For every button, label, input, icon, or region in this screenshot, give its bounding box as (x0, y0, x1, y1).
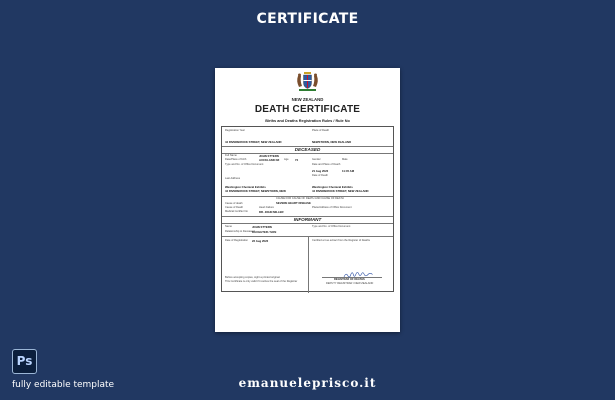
cause-sub-value: Heart Failure (259, 206, 274, 209)
certifier-label: Medical Certifier No (225, 210, 248, 213)
death-certificate (215, 68, 400, 332)
place-label: Place of Death (312, 129, 330, 132)
gender-label: Gender (312, 158, 321, 161)
residence-left-2: 44 RIVERBROOK STREET, NEWSTOWN, NEW (225, 189, 286, 193)
deceased-heading: DECEASED (294, 147, 321, 152)
certified-text: Certified a true extract from the Register of Deaths (312, 239, 370, 242)
last-address-label: Last Address (225, 177, 240, 180)
death-time-value: 11:45 AM (342, 169, 355, 173)
column-divider (308, 236, 309, 293)
cause-label: Cause of death (225, 202, 243, 205)
dob-value: AUCKLAND NZ (259, 158, 280, 162)
certificate-title: DEATH CERTIFICATE (254, 104, 361, 115)
informant-name-value: JOHN STTERN (252, 225, 272, 229)
age-label: Age (284, 158, 289, 161)
act-reference: Births and Deaths Registration Rules / Rule No (265, 119, 350, 123)
residence-right-2: 44 RIVERBROOK STREET, NEW ZEALAND (312, 189, 369, 193)
address-left: 44 RIVERBROOK STREET, NEW ZEALAND (225, 140, 282, 144)
death-time-label: Date of Death (312, 174, 329, 177)
cause-sub-label: Cause of Death (225, 206, 244, 209)
occupation-label: Type and No. of Office Document (225, 163, 264, 166)
registration-date-value: 22 Aug 2022 (252, 239, 269, 243)
note-line-2: This Certificate is only valid if it carries the seal of the Registrar (225, 280, 298, 283)
residence-left-1: Washington Chemical Exhibits (225, 185, 266, 189)
coat-of-arms-icon (294, 71, 321, 93)
cause-heading: CAUSE FOR CAUSE OF DEATH AND CAUSE OF DEATH (276, 197, 344, 200)
signature-icon (343, 271, 375, 279)
full-name-label: Full Name (225, 154, 237, 157)
registrar-title: REGISTRAR OF DEATHS (334, 278, 365, 281)
gender-value: Male (342, 158, 348, 161)
certifier-value: DR. JOHN MILLER (259, 210, 284, 214)
relationship-value: DAUGHTER / SON (252, 230, 277, 234)
country-name: NEW ZEALAND (291, 97, 324, 102)
cause-value: SEVERE HEART DISEASE (276, 201, 311, 205)
divider (222, 223, 393, 224)
divider (222, 153, 393, 154)
full-name-value: JOHN STTERN (259, 154, 279, 158)
note-line-1: Before accepting copies, sight a printed original. (225, 276, 281, 279)
website-link[interactable]: emanueleprisco.it (238, 376, 377, 390)
death-date-label: Date and Place of Death (312, 163, 341, 166)
photoshop-icon: Ps (12, 349, 37, 374)
registrar-sub: DEPUTY REGISTRAR / NEW ZEALAND (326, 282, 374, 285)
residence-right-1: Washington Chemical Exhibits (312, 185, 353, 189)
relationship-label: Relationship to Deceased (225, 230, 255, 233)
death-date-value: 21 Aug 2022 (312, 169, 329, 173)
informant-name-label: Name (225, 225, 232, 228)
registration-date-label: Date of Registration (225, 239, 248, 242)
cause-right-label: Place/Address of Office Document (312, 206, 352, 209)
informant-heading: INFORMANT (293, 217, 322, 222)
age-value: 74 (295, 158, 299, 162)
page-title: CERTIFICATE (256, 11, 359, 27)
certificate-form (221, 126, 394, 292)
dob-label: Date/Place of birth (225, 158, 247, 161)
registration-label: Registration Year (225, 129, 245, 132)
address-right: NEWSTOWN, NEW ZEALAND (312, 140, 352, 144)
informant-type-label: Type and No. of Office Document (312, 225, 351, 228)
template-note: fully editable template (12, 380, 115, 390)
